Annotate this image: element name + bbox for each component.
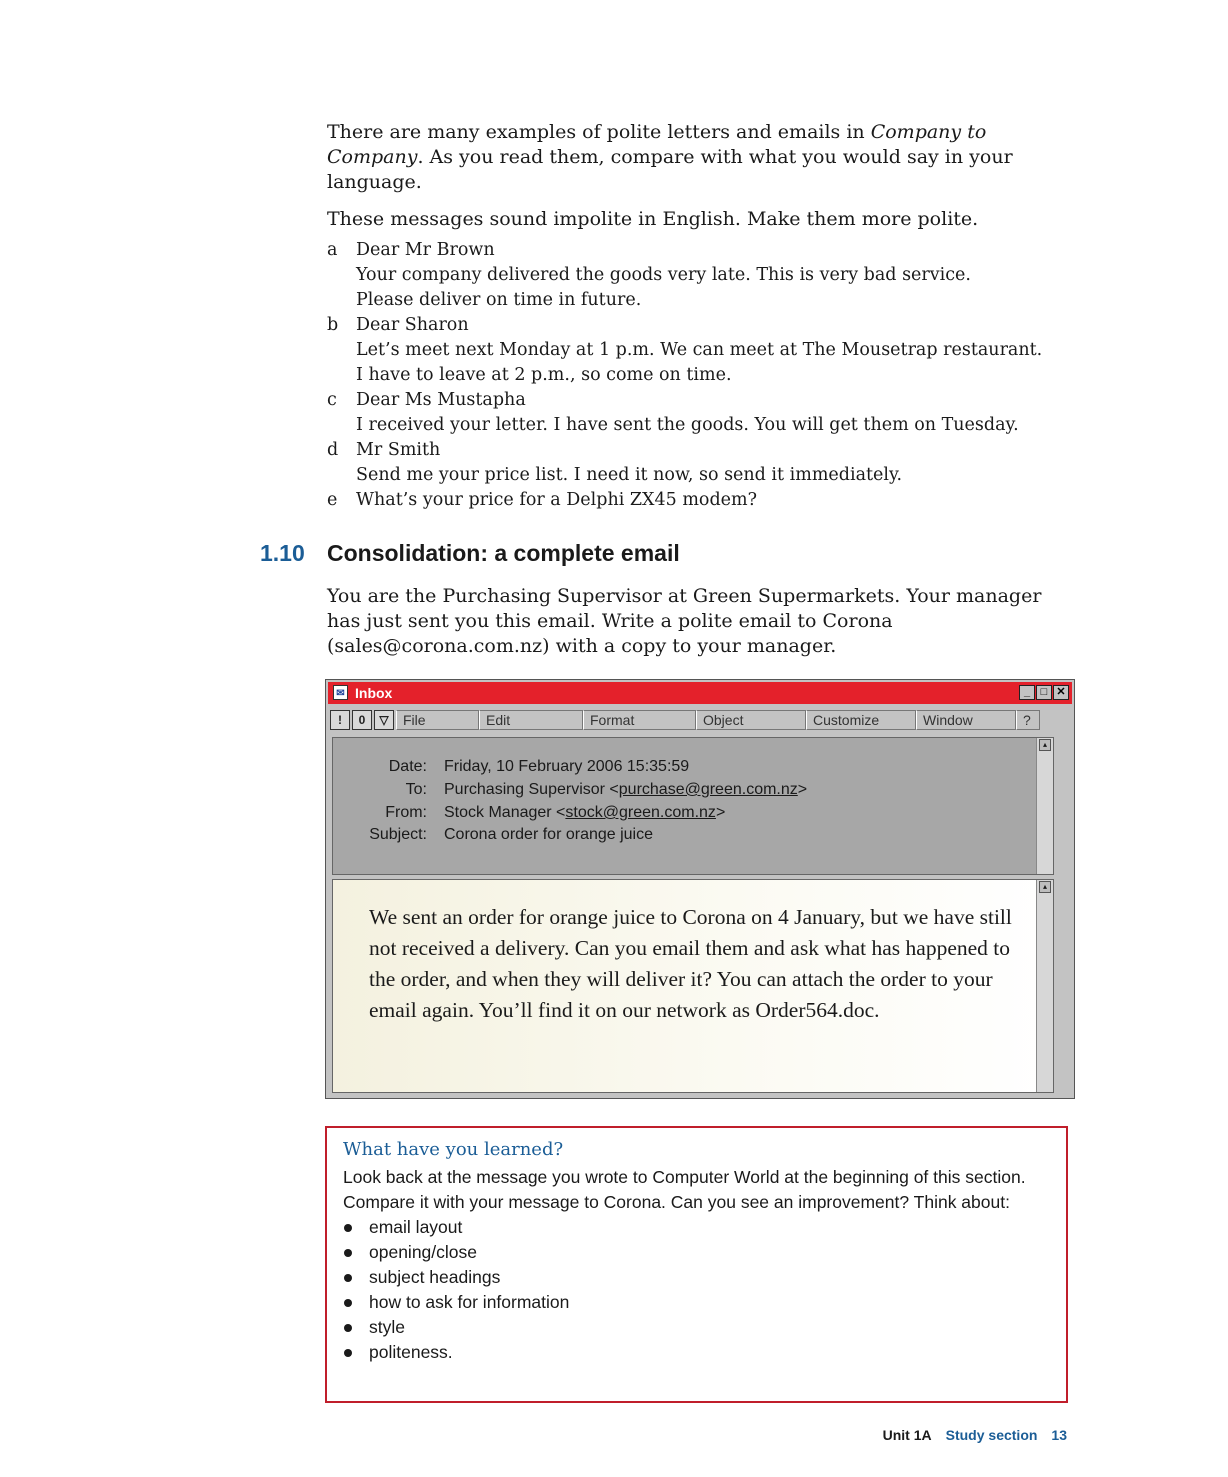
menu-bar xyxy=(330,710,1070,732)
scroll-up-icon[interactable]: ▴ xyxy=(1039,739,1051,751)
list-item: e What’s your price for a Delphi ZX45 modem? xyxy=(327,490,758,510)
window-title: Inbox xyxy=(355,685,393,701)
list-item: b Dear Sharon Let’s meet next Monday at 1 p.m. We can meet at The Mousetrap restaurant. I have to leave at 2 p.m., so come on time. xyxy=(327,315,1043,385)
list-item: style xyxy=(343,1315,1043,1340)
body-scrollbar[interactable] xyxy=(1036,880,1053,1092)
attachment-icon[interactable]: 0 xyxy=(352,710,372,730)
list-item: a Dear Mr Brown Your company delivered the goods very late. This is very bad service. Please deliver on time in future. xyxy=(327,240,971,310)
footer-unit: Unit 1A xyxy=(882,1427,932,1443)
intro-paragraph-2: These messages sound impolite in English. Make them more polite. xyxy=(327,208,979,230)
book-title: Company to Company xyxy=(327,121,987,168)
list-item: c Dear Ms Mustapha I received your letter. I have sent the goods. You will get them on Tuesday. xyxy=(327,390,1019,435)
priority-icon[interactable]: ! xyxy=(330,710,350,730)
list-item: opening/close xyxy=(343,1240,1043,1265)
flag-icon[interactable]: ▽ xyxy=(374,710,394,730)
to-row: To: Purchasing Supervisor <purchase@green.com.nz> xyxy=(405,781,808,798)
bullet-icon xyxy=(344,1299,352,1307)
list-item: how to ask for information xyxy=(343,1290,1043,1315)
page-footer xyxy=(883,1427,1067,1443)
learned-text: Look back at the message you wrote to Computer World at the beginning of this section. Compare it with your message to Corona. Can you see an improvement? Think about: email layout opening/close subject headings how to ask for information style politeness. xyxy=(343,1165,1043,1365)
learned-bullets xyxy=(343,1215,1043,1365)
date-row: Date: Friday, 10 February 2006 15:35:59 xyxy=(388,758,690,775)
title-bar[interactable] xyxy=(328,682,1072,704)
menu-edit[interactable]: Edit xyxy=(479,710,583,730)
from-email-link[interactable]: stock@green.com.nz xyxy=(565,804,716,821)
scroll-up-icon[interactable]: ▴ xyxy=(1039,881,1051,893)
bullet-icon xyxy=(344,1249,352,1257)
page-number: 13 xyxy=(1051,1427,1067,1443)
menu-window[interactable]: Window xyxy=(916,710,1016,730)
subject-row: Subject: Corona order for orange juice xyxy=(369,826,654,843)
menu-help[interactable]: ? xyxy=(1016,710,1040,730)
bullet-icon xyxy=(344,1224,352,1232)
list-item: email layout xyxy=(343,1215,1043,1240)
bullet-icon xyxy=(344,1274,352,1282)
learned-title: What have you learned? xyxy=(343,1139,564,1160)
email-body xyxy=(332,879,1054,1093)
close-icon[interactable]: ✕ xyxy=(1053,685,1069,700)
section-number: 1.10 xyxy=(260,540,305,566)
intro-paragraph-1: There are many examples of polite letters and emails in Company to Company. As you read them, compare with what you would say in your language. xyxy=(327,121,1013,193)
list-item: subject headings xyxy=(343,1265,1043,1290)
mail-app-icon: ✉ xyxy=(333,685,348,700)
email-body-text: We sent an order for orange juice to Corona on 4 January, but we have still not received a delivery. Can you email them and ask what has happened to the order, and when they will deliver it? You can attach the order to your email again. You’ll find it on our network as Order564.doc. xyxy=(369,905,1012,1022)
intro xyxy=(327,120,1043,513)
learned-box xyxy=(325,1126,1068,1403)
section-paragraph: You are the Purchasing Supervisor at Green Supermarkets. Your manager has just sent you this email. Write a polite email to Corona (sales@corona.com.nz) with a copy to your manager. xyxy=(327,585,1042,657)
example-list xyxy=(327,238,1043,513)
bullet-icon xyxy=(344,1324,352,1332)
menu-format[interactable]: Format xyxy=(583,710,696,730)
from-row: From: Stock Manager <stock@green.com.nz> xyxy=(385,804,726,821)
email-window xyxy=(325,679,1075,1099)
section-title: Consolidation: a complete email xyxy=(327,540,680,566)
to-email-link[interactable]: purchase@green.com.nz xyxy=(618,781,798,798)
footer-section: Study section xyxy=(945,1427,1038,1443)
menu-customize[interactable]: Customize xyxy=(806,710,916,730)
menu-file[interactable]: File xyxy=(396,710,479,730)
email-header xyxy=(332,737,1054,875)
window-controls xyxy=(1019,685,1069,700)
menu-object[interactable]: Object xyxy=(696,710,806,730)
header-scrollbar[interactable] xyxy=(1036,738,1053,874)
list-item: politeness. xyxy=(343,1340,1043,1365)
bullet-icon xyxy=(344,1349,352,1357)
minimize-icon[interactable]: _ xyxy=(1019,685,1035,700)
list-item: d Mr Smith Send me your price list. I need it now, so send it immediately. xyxy=(327,440,903,485)
maximize-icon[interactable]: □ xyxy=(1036,685,1052,700)
